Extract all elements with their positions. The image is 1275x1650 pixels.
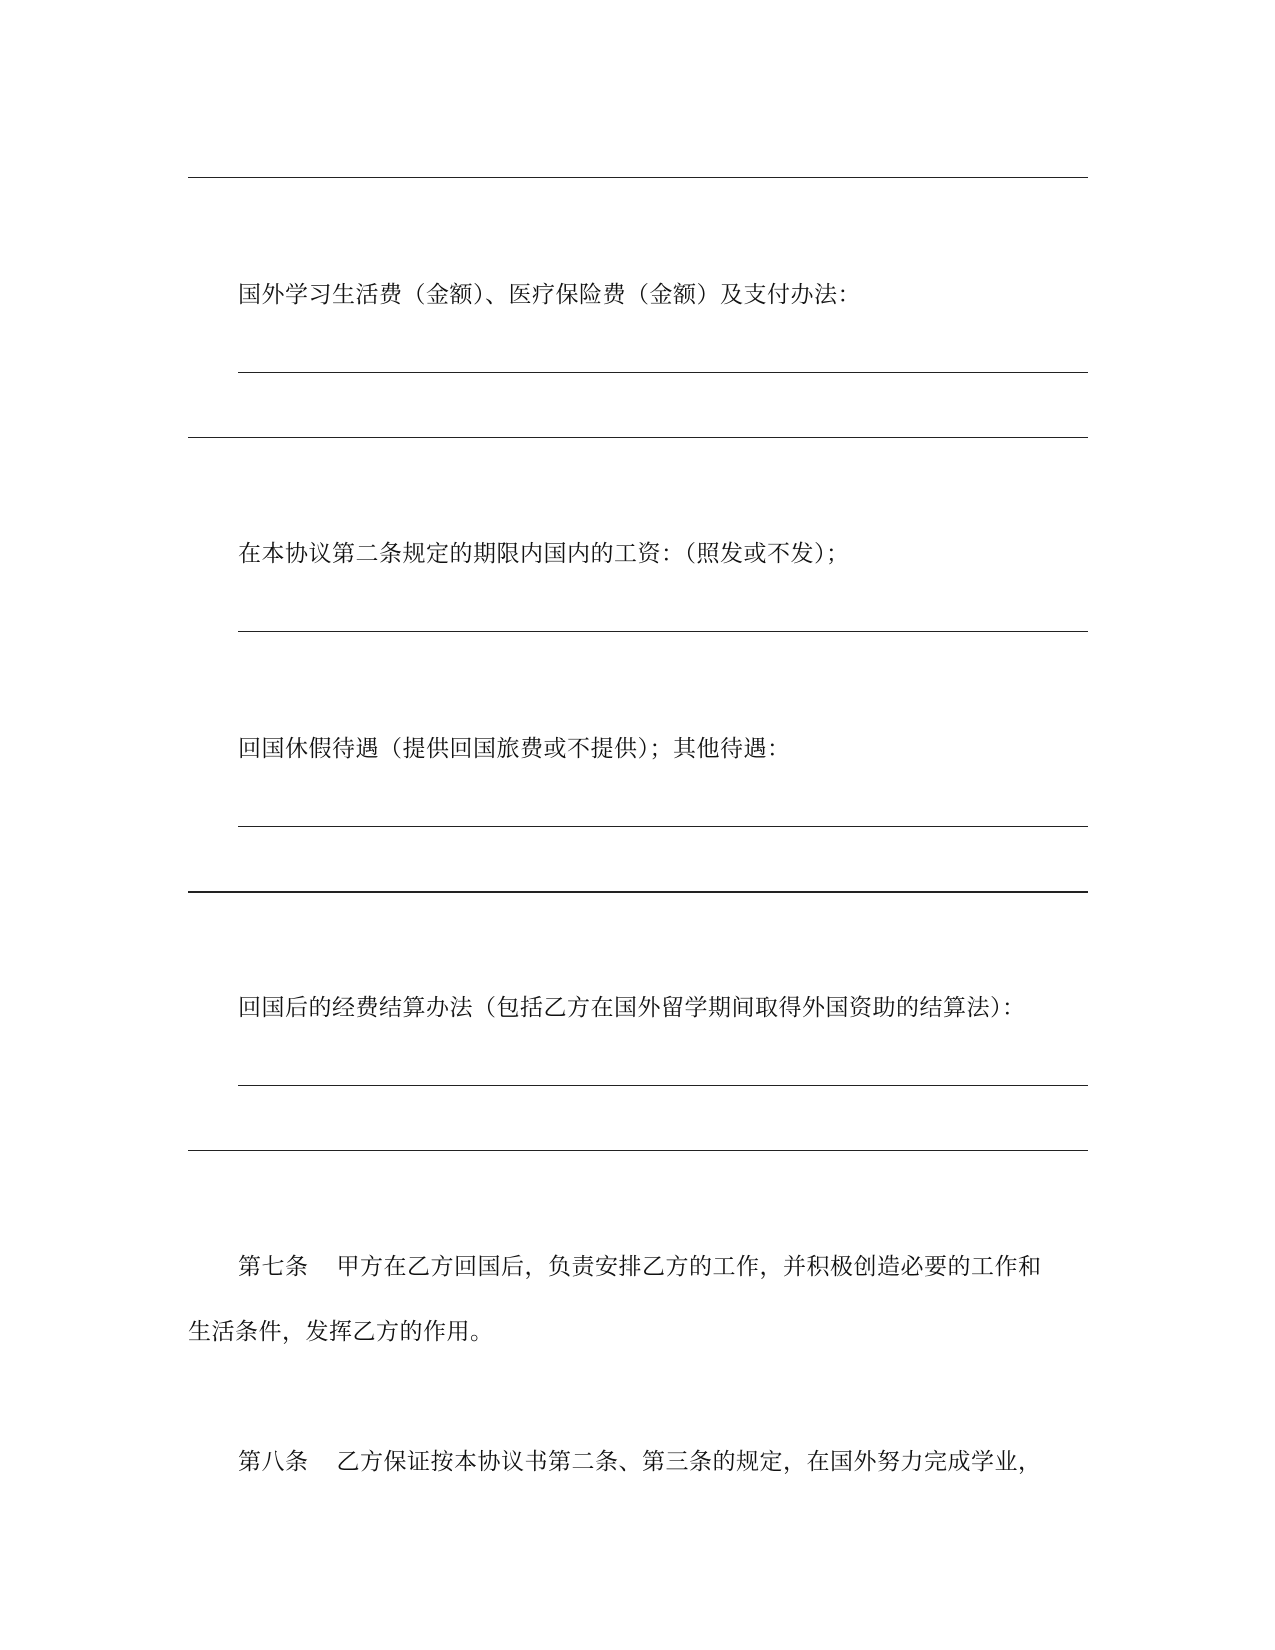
blank-fill-line bbox=[188, 177, 1088, 178]
article-8-line-1 bbox=[238, 1447, 1042, 1477]
article-8-text: 乙方保证按本协议书第二条、第三条的规定，在国外努力完成学业， bbox=[336, 1449, 1042, 1475]
article-7-line-1 bbox=[238, 1252, 1042, 1282]
blank-fill-line bbox=[238, 372, 1088, 373]
clause-domestic-salary: 在本协议第二条规定的期限内国内的工资：（照发或不发）； bbox=[238, 541, 850, 567]
clause-settlement: 回国后的经费结算办法（包括乙方在国外留学期间取得外国资助的结算法）： bbox=[238, 995, 1026, 1021]
blank-fill-line bbox=[238, 1085, 1088, 1086]
clause-living-expenses: 国外学习生活费（金额）、医疗保险费（金额）及支付办法： bbox=[238, 282, 861, 308]
blank-fill-line bbox=[238, 631, 1088, 632]
blank-fill-line bbox=[188, 1150, 1088, 1151]
article-7-number: 第七条 bbox=[238, 1254, 309, 1280]
article-7-line-2: 生活条件，发挥乙方的作用。 bbox=[188, 1319, 494, 1345]
blank-fill-line bbox=[238, 826, 1088, 827]
clause-home-leave: 回国休假待遇（提供回国旅费或不提供）；其他待遇： bbox=[238, 736, 791, 762]
article-7-text: 甲方在乙方回国后，负责安排乙方的工作，并积极创造必要的工作和 bbox=[336, 1254, 1042, 1280]
blank-fill-line bbox=[188, 437, 1088, 438]
blank-fill-line bbox=[188, 891, 1088, 893]
article-8-number: 第八条 bbox=[238, 1449, 309, 1475]
